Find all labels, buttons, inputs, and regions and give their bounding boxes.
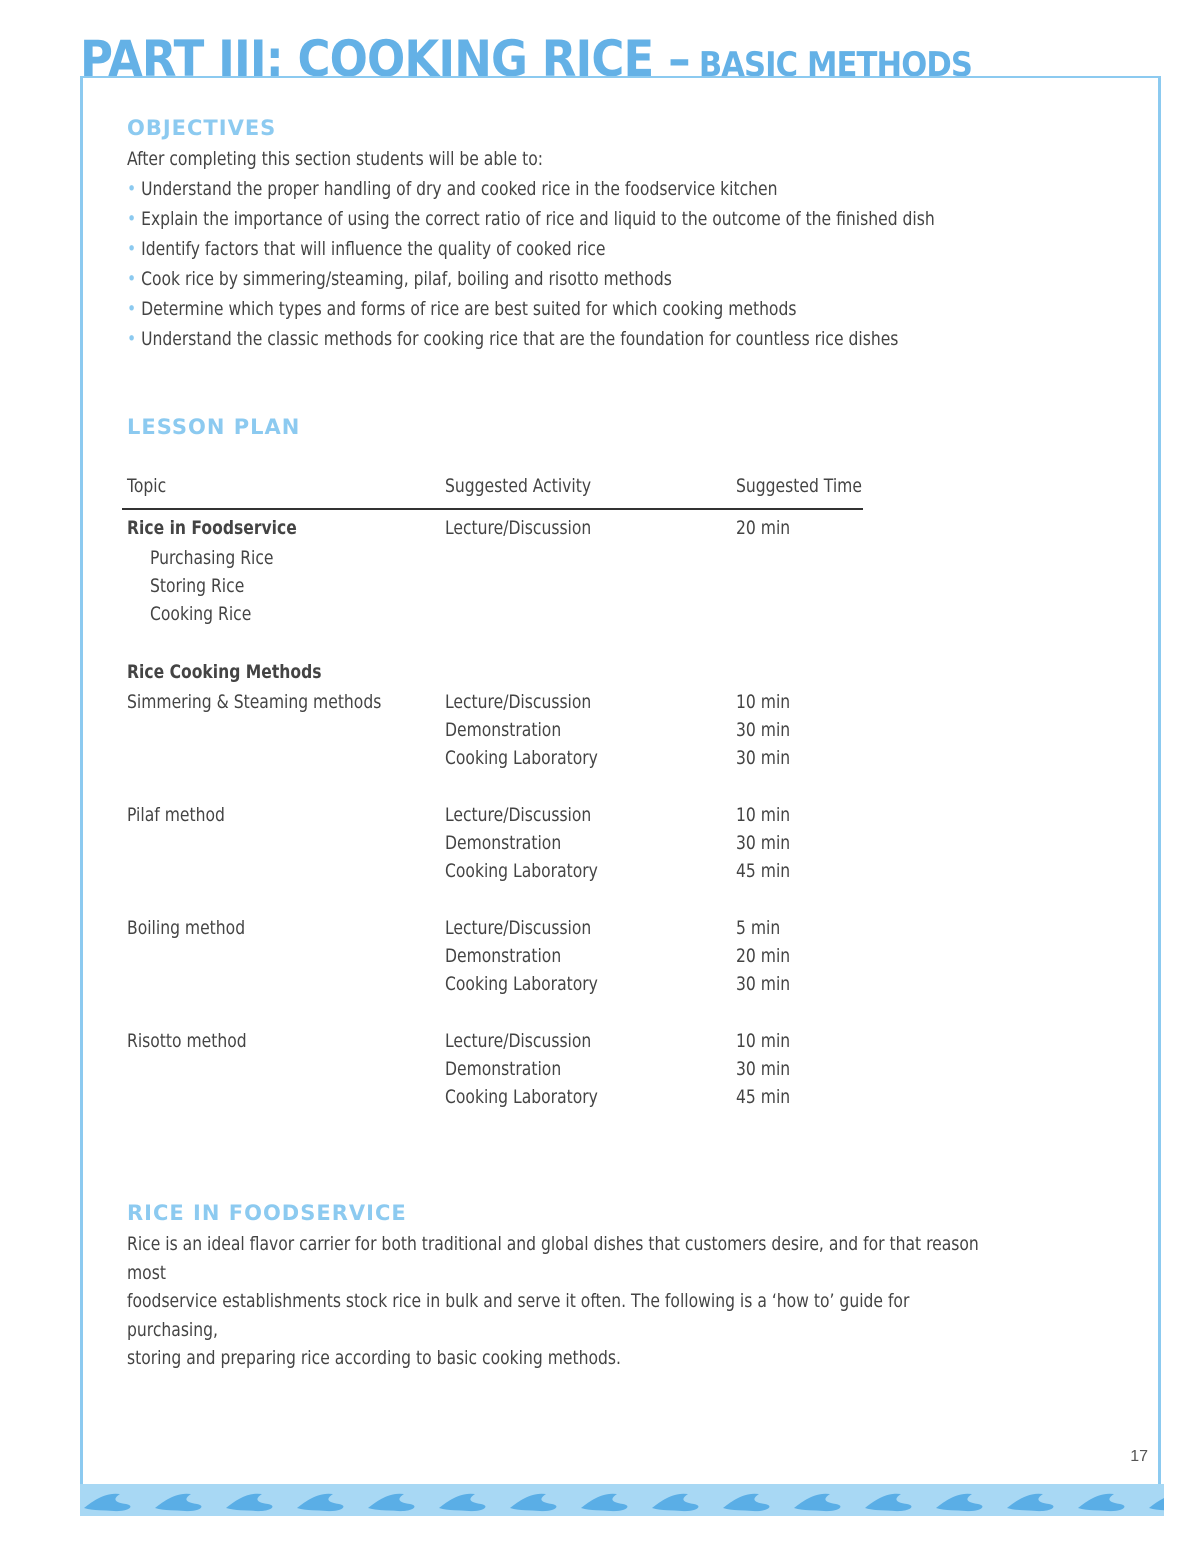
table-cell-time: 5 min	[736, 917, 781, 939]
bullet-icon: •	[127, 208, 137, 230]
table-cell-activity: Lecture/Discussion	[445, 917, 592, 939]
table-cell-time: 45 min	[736, 860, 791, 882]
table-cell-time: 20 min	[736, 517, 791, 539]
objective-text: Identify factors that will influence the quality of cooked rice	[141, 238, 606, 260]
lesson-plan-heading: LESSON PLAN	[127, 415, 301, 439]
table-cell-time: 20 min	[736, 945, 791, 967]
wave-motif-icon	[297, 1494, 343, 1511]
wave-motif-icon	[1007, 1494, 1053, 1511]
table-cell-activity: Cooking Laboratory	[445, 1086, 598, 1108]
table-cell-topic: Risotto method	[127, 1030, 247, 1052]
rice-grain-pattern-icon	[80, 1484, 1164, 1516]
paragraph-line: storing and preparing rice according to basic cooking methods.	[127, 1347, 621, 1369]
title-main: PART III: COOKING RICE –	[80, 30, 690, 88]
table-cell-topic: Rice in Foodservice	[127, 517, 297, 539]
table-cell-subtopic: Cooking Rice	[150, 603, 252, 625]
wave-motif-icon	[439, 1494, 485, 1511]
rice-in-foodservice-heading: RICE IN FOODSERVICE	[127, 1201, 407, 1225]
objective-item	[127, 324, 935, 354]
wave-motif-icon	[581, 1494, 627, 1511]
bullet-icon: •	[127, 238, 137, 260]
wave-motif-icon	[723, 1494, 769, 1511]
bullet-icon: •	[127, 268, 137, 290]
wave-motif-icon	[794, 1494, 840, 1511]
paragraph-line: foodservice establishments stock rice in bulk and serve it often. The following is a ‘how to’ guide for purchasing,	[127, 1290, 910, 1341]
page-number: 17	[1130, 1448, 1148, 1465]
wave-motif-icon	[1149, 1494, 1164, 1511]
column-header-topic: Topic	[127, 475, 167, 497]
wave-motif-icon	[368, 1494, 414, 1511]
objective-text: Understand the classic methods for cooking rice that are the foundation for countless rice dishes	[141, 328, 899, 350]
table-cell-topic: Simmering & Steaming methods	[127, 691, 382, 713]
table-cell-activity: Lecture/Discussion	[445, 517, 592, 539]
table-cell-activity: Demonstration	[445, 945, 562, 967]
table-cell-activity: Cooking Laboratory	[445, 747, 598, 769]
table-cell-time: 30 min	[736, 747, 791, 769]
objective-text: Determine which types and forms of rice are best suited for which cooking methods	[141, 298, 797, 320]
table-cell-activity: Demonstration	[445, 1058, 562, 1080]
table-cell-time: 30 min	[736, 832, 791, 854]
table-cell-topic: Boiling method	[127, 917, 246, 939]
table-cell-time: 45 min	[736, 1086, 791, 1108]
header-divider	[122, 508, 863, 510]
table-cell-topic: Rice Cooking Methods	[127, 661, 322, 683]
objective-item	[127, 204, 935, 234]
table-cell-time: 30 min	[736, 1058, 791, 1080]
table-cell-activity: Lecture/Discussion	[445, 804, 592, 826]
title-sub: BASIC METHODS	[698, 45, 972, 85]
column-header-time: Suggested Time	[736, 475, 862, 497]
objective-text: Understand the proper handling of dry and cooked rice in the foodservice kitchen	[141, 178, 778, 200]
objectives-section	[127, 144, 935, 354]
table-cell-activity: Lecture/Discussion	[445, 1030, 592, 1052]
wave-motif-icon	[936, 1494, 982, 1511]
table-cell-time: 30 min	[736, 719, 791, 741]
table-cell-time: 10 min	[736, 804, 791, 826]
table-cell-activity: Cooking Laboratory	[445, 860, 598, 882]
decorative-footer-band	[80, 1484, 1164, 1516]
objective-text: Explain the importance of using the correct ratio of rice and liquid to the outcome of the finished dish	[141, 208, 935, 230]
column-header-activity: Suggested Activity	[445, 475, 592, 497]
objectives-intro: After completing this section students will be able to:	[127, 148, 543, 170]
objective-item	[127, 294, 935, 324]
objective-item	[127, 174, 935, 204]
objective-item	[127, 234, 935, 264]
table-cell-activity: Demonstration	[445, 832, 562, 854]
rice-in-foodservice-paragraph	[127, 1230, 1004, 1373]
objectives-list	[127, 174, 935, 354]
wave-motif-icon	[155, 1494, 201, 1511]
wave-motif-icon	[84, 1494, 130, 1511]
table-cell-subtopic: Purchasing Rice	[150, 547, 274, 569]
table-cell-activity: Lecture/Discussion	[445, 691, 592, 713]
bullet-icon: •	[127, 178, 137, 200]
paragraph-line: Rice is an ideal flavor carrier for both traditional and global dishes that customers desire, and for that reason most	[127, 1233, 979, 1284]
bullet-icon: •	[127, 298, 137, 320]
bullet-icon: •	[127, 328, 137, 350]
table-cell-activity: Cooking Laboratory	[445, 973, 598, 995]
wave-motif-icon	[510, 1494, 556, 1511]
wave-motif-icon	[226, 1494, 272, 1511]
objective-item	[127, 264, 935, 294]
table-cell-topic: Pilaf method	[127, 804, 225, 826]
table-cell-activity: Demonstration	[445, 719, 562, 741]
table-cell-subtopic: Storing Rice	[150, 575, 245, 597]
wave-motif-icon	[652, 1494, 698, 1511]
wave-motif-icon	[865, 1494, 911, 1511]
objective-text: Cook rice by simmering/steaming, pilaf, boiling and risotto methods	[141, 268, 672, 290]
wave-motif-icon	[1078, 1494, 1124, 1511]
table-cell-time: 30 min	[736, 973, 791, 995]
objectives-heading: OBJECTIVES	[127, 116, 277, 140]
table-cell-time: 10 min	[736, 691, 791, 713]
table-cell-time: 10 min	[736, 1030, 791, 1052]
